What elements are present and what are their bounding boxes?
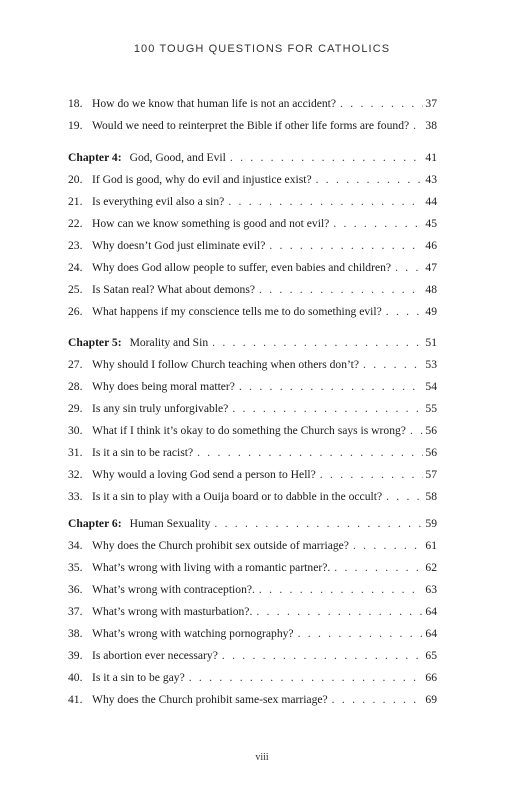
question-text: What’s wrong with masturbation?. — [92, 605, 253, 618]
question-number: 35. — [68, 561, 83, 574]
question-text: Why does God allow people to suffer, even babies and children? — [92, 261, 392, 274]
question-number: 34. — [68, 539, 83, 552]
toc-entry[interactable] — [68, 488, 437, 506]
toc-entry[interactable] — [68, 466, 437, 484]
question-number: 19. — [68, 119, 83, 132]
chapter-label: Chapter 5: — [68, 336, 122, 349]
page-number: 37 — [425, 97, 437, 110]
page-number: 54 — [425, 380, 437, 393]
page-number: 43 — [425, 173, 437, 186]
question-number: 24. — [68, 261, 83, 274]
question-number: 38. — [68, 627, 83, 640]
question-number: 31. — [68, 446, 83, 459]
dot-leader — [413, 117, 423, 135]
question-text: Why does the Church prohibit sex outside of marriage? — [92, 539, 349, 552]
dot-leader — [256, 603, 423, 621]
page-number: 63 — [425, 583, 437, 596]
dot-leader — [228, 193, 423, 211]
page-number: 46 — [425, 239, 437, 252]
dot-leader — [197, 444, 423, 462]
question-text: Would we need to reinterpret the Bible if other life forms are found? — [92, 119, 410, 132]
dot-leader — [333, 215, 423, 233]
chapter-heading-4[interactable] — [68, 149, 437, 167]
toc-entry[interactable] — [68, 95, 437, 113]
question-number: 21. — [68, 195, 83, 208]
toc-entry[interactable] — [68, 303, 437, 321]
toc-entry[interactable] — [68, 581, 437, 599]
question-number: 26. — [68, 305, 83, 318]
question-number: 27. — [68, 358, 83, 371]
dot-leader — [353, 537, 423, 555]
question-number: 41. — [68, 693, 83, 706]
dot-leader — [316, 171, 424, 189]
question-text: Is everything evil also a sin? — [92, 195, 225, 208]
page-number: 38 — [425, 119, 437, 132]
question-number: 36. — [68, 583, 83, 596]
question-number: 18. — [68, 97, 83, 110]
question-number: 39. — [68, 649, 83, 662]
toc-entry[interactable] — [68, 422, 437, 440]
toc-entry[interactable] — [68, 171, 437, 189]
page-number: 44 — [425, 195, 437, 208]
question-text: Why does being moral matter? — [92, 380, 235, 393]
chapter-title: Morality and Sin — [129, 336, 209, 349]
dot-leader — [395, 259, 423, 277]
question-text: Is it a sin to be racist? — [92, 446, 194, 459]
dot-leader — [340, 95, 423, 113]
dot-leader — [410, 422, 423, 440]
question-text: What’s wrong with contraception?. — [92, 583, 255, 596]
question-number: 25. — [68, 283, 83, 296]
question-text: Why should I follow Church teaching when others don’t? — [92, 358, 360, 371]
question-text: Is it a sin to play with a Ouija board or to dabble in the occult? — [92, 490, 383, 503]
toc-entry[interactable] — [68, 603, 437, 621]
question-text: What if I think it’s okay to do something the Church says is wrong? — [92, 424, 406, 437]
toc-entry[interactable] — [68, 625, 437, 643]
page-number: 62 — [425, 561, 437, 574]
page-number: 64 — [425, 627, 437, 640]
dot-leader — [189, 669, 424, 687]
dot-leader — [363, 356, 423, 374]
dot-leader — [259, 581, 423, 599]
chapter-label: Chapter 4: — [68, 151, 122, 164]
dot-leader — [232, 400, 423, 418]
question-text: Is abortion ever necessary? — [92, 649, 218, 662]
question-text: How can we know something is good and not evil? — [92, 217, 330, 230]
toc-entry[interactable] — [68, 237, 437, 255]
dot-leader — [214, 515, 423, 533]
question-text: If God is good, why do evil and injustice exist? — [92, 173, 312, 186]
toc-entry[interactable] — [68, 559, 437, 577]
dot-leader — [334, 559, 423, 577]
dot-leader — [298, 625, 424, 643]
question-text: Why does the Church prohibit same-sex marriage? — [92, 693, 328, 706]
page-number: 47 — [425, 261, 437, 274]
question-number: 33. — [68, 490, 83, 503]
toc-entry[interactable] — [68, 259, 437, 277]
toc-entry[interactable] — [68, 281, 437, 299]
page-number: 45 — [425, 217, 437, 230]
page-number: 53 — [425, 358, 437, 371]
toc-entry[interactable] — [68, 537, 437, 555]
page-number: 66 — [425, 671, 437, 684]
toc-entry[interactable] — [68, 215, 437, 233]
page-folio: viii — [255, 752, 269, 763]
dot-leader — [332, 691, 424, 709]
question-text: Why doesn’t God just eliminate evil? — [92, 239, 266, 252]
question-text: Is Satan real? What about demons? — [92, 283, 256, 296]
question-number: 29. — [68, 402, 83, 415]
question-text: How do we know that human life is not an accident? — [92, 97, 337, 110]
page-number: 65 — [425, 649, 437, 662]
question-text: Is any sin truly unforgivable? — [92, 402, 229, 415]
page-number: 61 — [425, 539, 437, 552]
question-text: What’s wrong with living with a romantic partner?. — [92, 561, 331, 574]
question-number: 20. — [68, 173, 83, 186]
page-number: 57 — [425, 468, 437, 481]
question-number: 40. — [68, 671, 83, 684]
page-number: 51 — [425, 336, 437, 349]
chapter-heading-5[interactable] — [68, 334, 437, 352]
toc-entry[interactable] — [68, 669, 437, 687]
question-number: 23. — [68, 239, 83, 252]
toc-entry[interactable] — [68, 356, 437, 374]
page-number: 69 — [425, 693, 437, 706]
toc-entry[interactable] — [68, 691, 437, 709]
page-number: 59 — [425, 517, 437, 530]
toc-entry[interactable] — [68, 400, 437, 418]
question-text: Why would a loving God send a person to Hell? — [92, 468, 316, 481]
dot-leader — [269, 237, 423, 255]
chapter-heading-6[interactable] — [68, 515, 437, 533]
chapter-label: Chapter 6: — [68, 517, 122, 530]
dot-leader — [239, 378, 423, 396]
page-number: 64 — [425, 605, 437, 618]
toc-entry[interactable] — [68, 193, 437, 211]
question-text: What’s wrong with watching pornography? — [92, 627, 294, 640]
dot-leader — [222, 647, 424, 665]
question-text: Is it a sin to be gay? — [92, 671, 185, 684]
question-number: 22. — [68, 217, 83, 230]
page-number: 48 — [425, 283, 437, 296]
question-number: 30. — [68, 424, 83, 437]
dot-leader — [230, 149, 424, 167]
dot-leader — [320, 466, 424, 484]
page-number: 49 — [425, 305, 437, 318]
toc-entry[interactable] — [68, 444, 437, 462]
page-number: 56 — [425, 424, 437, 437]
question-text: What happens if my conscience tells me to do something evil? — [92, 305, 382, 318]
chapter-title: Human Sexuality — [129, 517, 211, 530]
page-number: 56 — [425, 446, 437, 459]
question-number: 32. — [68, 468, 83, 481]
toc-entry[interactable] — [68, 647, 437, 665]
toc-entry[interactable] — [68, 378, 437, 396]
toc-entry[interactable] — [68, 117, 437, 135]
dot-leader — [259, 281, 423, 299]
question-number: 28. — [68, 380, 83, 393]
question-number: 37. — [68, 605, 83, 618]
dot-leader — [212, 334, 423, 352]
dot-leader — [386, 488, 423, 506]
chapter-title: God, Good, and Evil — [129, 151, 226, 164]
page-number: 41 — [425, 151, 437, 164]
running-head: 100 TOUGH QUESTIONS FOR CATHOLICS — [133, 43, 391, 55]
page-number: 55 — [425, 402, 437, 415]
page-number: 58 — [425, 490, 437, 503]
dot-leader — [386, 303, 424, 321]
